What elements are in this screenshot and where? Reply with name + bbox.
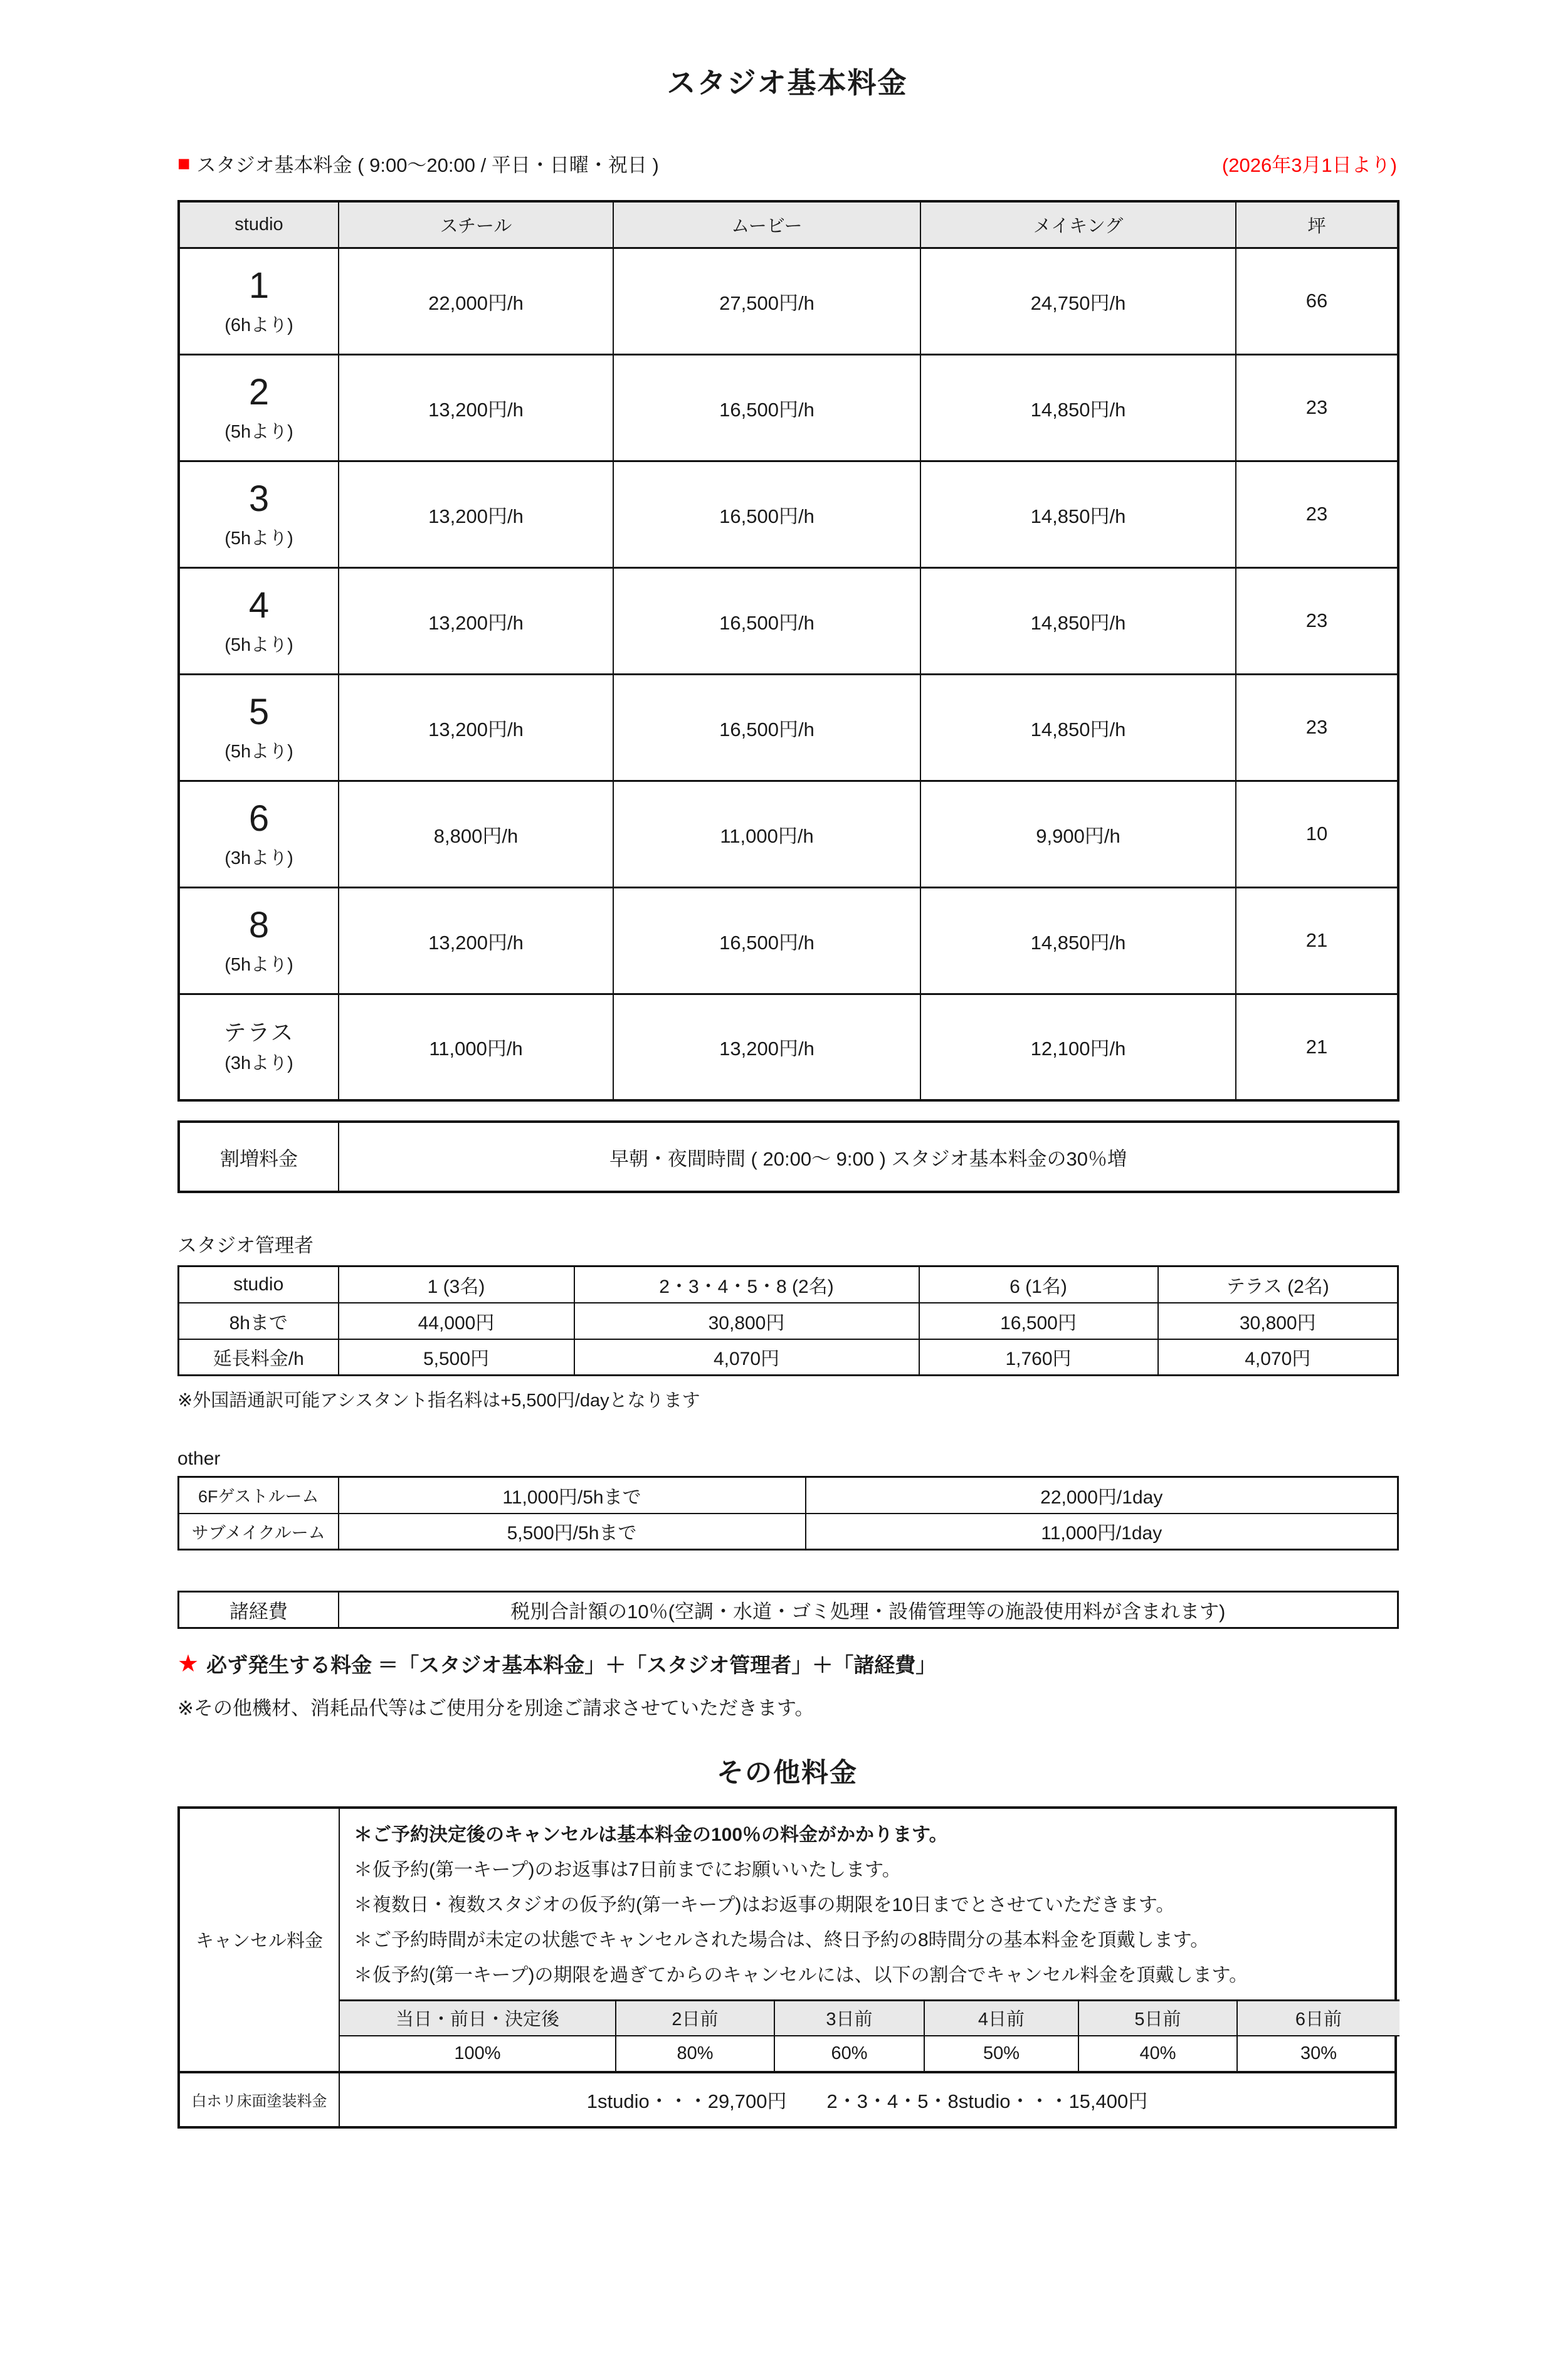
making-price-cell: 12,100円/h [920,994,1236,1100]
manager-fee-cell: 30,800円 [1158,1303,1398,1339]
movie-price-cell: 13,200円/h [613,994,920,1100]
sched-header-cell: 2日前 [616,2001,774,2036]
manager-section-label: スタジオ管理者 [177,1235,314,1256]
manager-8h-row [179,1303,1398,1339]
studio-min-hours: (5hより) [224,634,293,655]
manager-col-1: 1 (3名) [339,1266,574,1303]
manager-fee-cell: 4,070円 [574,1339,919,1376]
page-title: スタジオ基本料金 [667,66,908,99]
manager-row-label: 延長料金/h [179,1339,339,1376]
still-price-cell: 13,200円/h [339,354,613,461]
red-square-icon: ■ [177,151,191,176]
table-row [179,781,1398,887]
cancel-note: ＊ご予約決定後のキャンセルは基本料金の100％の料金がかかります。 [354,1824,948,1845]
col-header-studio: studio [179,201,339,248]
col-header-still: スチール [339,201,613,248]
studio-min-hours: (3hより) [224,1053,293,1073]
cancel-details [340,1809,1394,2071]
still-price-cell: 8,800円/h [339,781,613,887]
manager-col-studio: studio [179,1266,339,1303]
cancel-note: ＊仮予約(第一キープ)の期限を過ぎてからのキャンセルには、以下の割合でキャンセル料金を頂戴します。 [354,1965,1248,1986]
red-star-icon: ★ [177,1650,199,1677]
tsubo-cell: 10 [1236,781,1398,887]
manager-col-2345-8: 2・3・4・5・8 (2名) [574,1266,919,1303]
table-row [179,248,1398,354]
expenses-label: 諸経費 [179,1592,339,1628]
cancel-schedule-header-row [340,2001,1400,2036]
studio-min-hours: (5hより) [224,741,293,762]
other-rooms-table [177,1476,1399,1551]
surcharge-text: 早朝・夜間時間 ( 20:00～ 9:00 ) スタジオ基本料金の30％増 [339,1122,1398,1192]
studio-cell [179,994,339,1100]
room-5h-price: 5,500円/5hまで [339,1514,806,1550]
room-label: 6Fゲストルーム [179,1477,339,1514]
floor-paint-prices [340,2073,1394,2126]
expenses-table [177,1591,1399,1629]
manager-col-6: 6 (1名) [919,1266,1158,1303]
studio-min-hours: (5hより) [224,528,293,549]
surcharge-table [177,1120,1400,1193]
other-section-label: other [177,1448,221,1469]
col-header-movie: ムービー [613,201,920,248]
surcharge-row [179,1122,1398,1192]
movie-price-cell: 16,500円/h [613,461,920,567]
consumables-note: ※その他機材、消耗品代等はご使用分を別途ご請求させていただきます。 [177,1697,814,1719]
manager-fee-cell: 44,000円 [339,1303,574,1339]
studio-min-hours: (5hより) [224,421,293,442]
cancel-main-row [180,1809,1394,2071]
cancel-fee-label: キャンセル料金 [180,1809,340,2071]
studio-cell [179,887,339,994]
still-price-cell: 13,200円/h [339,674,613,781]
making-price-cell: 9,900円/h [920,781,1236,887]
movie-price-cell: 16,500円/h [613,674,920,781]
section-header [177,149,659,177]
room-1day-price: 11,000円/1day [806,1514,1398,1550]
sched-value-cell: 40% [1078,2036,1237,2071]
required-fee-note [177,1649,1397,1678]
room-1day-price: 22,000円/1day [806,1477,1398,1514]
studio-min-hours: (5hより) [224,954,293,975]
table-row [179,994,1398,1100]
required-fee-text: 必ず発生する料金 ＝「スタジオ基本料金」＋「スタジオ管理者」＋「諸経費」 [206,1653,937,1677]
other-fees-title: その他料金 [717,1758,858,1788]
cancel-schedule-table [340,1999,1400,2071]
cancel-note: ＊ご予約時間が未定の状態でキャンセルされた場合は、終日予約の8時間分の基本料金を頂戴します。 [354,1930,1210,1951]
studio-number: 5 [248,692,270,733]
movie-price-cell: 16,500円/h [613,354,920,461]
floor-paint-row [180,2071,1394,2126]
studio-cell [179,248,339,354]
sched-header-cell: 当日・前日・決定後 [340,2001,616,2036]
studio-number: テラス [223,1019,295,1045]
table-row [179,674,1398,781]
making-price-cell: 14,850円/h [920,887,1236,994]
studio-number: 8 [248,905,270,946]
section-header-row [177,149,1397,177]
sub-make-room-row [179,1514,1398,1550]
studio-manager-table [177,1265,1399,1376]
cancel-fee-table [177,1806,1397,2129]
cancel-notes [340,1809,1394,1999]
col-header-tsubo: 坪 [1236,201,1398,248]
movie-price-cell: 11,000円/h [613,781,920,887]
cancel-note: ＊複数日・複数スタジオの仮予約(第一キープ)はお返事の期限を10日までとさせていただきます。 [354,1895,1175,1915]
manager-col-terrace: テラス (2名) [1158,1266,1398,1303]
tsubo-cell: 21 [1236,887,1398,994]
movie-price-cell: 16,500円/h [613,887,920,994]
still-price-cell: 13,200円/h [339,567,613,674]
room-5h-price: 11,000円/5hまで [339,1477,806,1514]
tsubo-cell: 23 [1236,461,1398,567]
cancel-schedule-values-row [340,2036,1400,2071]
making-price-cell: 24,750円/h [920,248,1236,354]
studio-base-rate-table [177,200,1400,1102]
sched-header-cell: 3日前 [774,2001,924,2036]
still-price-cell: 22,000円/h [339,248,613,354]
manager-fee-cell: 5,500円 [339,1339,574,1376]
manager-fee-cell: 16,500円 [919,1303,1158,1339]
table-row [179,567,1398,674]
studio-cell [179,461,339,567]
sched-header-cell: 5日前 [1078,2001,1237,2036]
expenses-text: 税別合計額の10％(空調・水道・ゴミ処理・設備管理等の施設使用料が含まれます) [339,1592,1398,1628]
movie-price-cell: 27,500円/h [613,248,920,354]
studio-number: 1 [248,265,270,307]
tsubo-cell: 23 [1236,674,1398,781]
studio-cell [179,674,339,781]
tsubo-cell: 21 [1236,994,1398,1100]
document-page [177,60,1397,2129]
still-price-cell: 11,000円/h [339,994,613,1100]
making-price-cell: 14,850円/h [920,674,1236,781]
floor-paint-price-other-studios: 2・3・4・5・8studio・・・15,400円 [826,2090,1148,2112]
table-row [179,354,1398,461]
room-label: サブメイクルーム [179,1514,339,1550]
manager-header-row [179,1266,1398,1303]
tsubo-cell: 23 [1236,567,1398,674]
studio-min-hours: (3hより) [224,848,293,868]
still-price-cell: 13,200円/h [339,887,613,994]
col-header-making: メイキング [920,201,1236,248]
manager-fee-cell: 30,800円 [574,1303,919,1339]
making-price-cell: 14,850円/h [920,461,1236,567]
tsubo-cell: 23 [1236,354,1398,461]
studio-min-hours: (6hより) [224,315,293,335]
sched-header-cell: 4日前 [924,2001,1078,2036]
movie-price-cell: 16,500円/h [613,567,920,674]
studio-cell [179,567,339,674]
making-price-cell: 14,850円/h [920,567,1236,674]
sched-value-cell: 30% [1237,2036,1400,2071]
tsubo-cell: 66 [1236,248,1398,354]
table-row [179,887,1398,994]
studio-number: 4 [248,585,270,626]
manager-fee-cell: 4,070円 [1158,1339,1398,1376]
effective-date: (2026年3月1日より) [1221,154,1397,176]
studio-cell [179,781,339,887]
sched-value-cell: 60% [774,2036,924,2071]
section-header-label: スタジオ基本料金 ( 9:00～20:00 / 平日・日曜・祝日 ) [196,154,659,176]
sched-value-cell: 50% [924,2036,1078,2071]
manager-extension-row [179,1339,1398,1376]
guest-room-row [179,1477,1398,1514]
making-price-cell: 14,850円/h [920,354,1236,461]
surcharge-label: 割増料金 [179,1122,339,1192]
sched-value-cell: 80% [616,2036,774,2071]
table-row [179,461,1398,567]
floor-paint-price-1studio: 1studio・・・29,700円 [586,2090,787,2112]
cancel-note: ＊仮予約(第一キープ)のお返事は7日前までにお願いいたします。 [354,1860,901,1880]
manager-fee-cell: 1,760円 [919,1339,1158,1376]
sched-value-cell: 100% [340,2036,616,2071]
sched-header-cell: 6日前 [1237,2001,1400,2036]
studio-number: 6 [248,798,270,840]
manager-row-label: 8hまで [179,1303,339,1339]
studio-number: 2 [248,372,270,413]
still-price-cell: 13,200円/h [339,461,613,567]
floor-paint-label: 白ホリ床面塗装料金 [180,2073,340,2126]
expenses-row [179,1592,1398,1628]
interpreter-note: ※外国語通訳可能アシスタント指名料は+5,500円/dayとなります [177,1391,700,1411]
table-header-row [179,201,1398,248]
studio-cell [179,354,339,461]
studio-number: 3 [248,478,270,520]
